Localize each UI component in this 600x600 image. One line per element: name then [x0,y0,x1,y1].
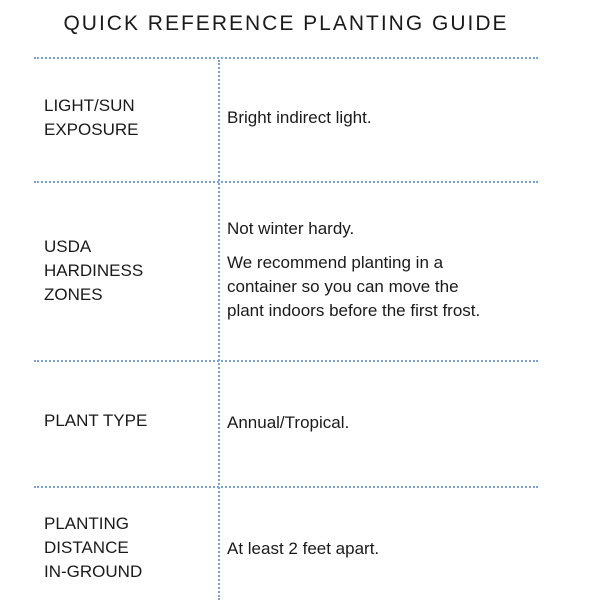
value-line: plant indoors before the first frost. [227,301,481,320]
label-light-sun-exposure [44,94,138,142]
value-text: At least 2 feet apart. [227,539,380,558]
value-usda-hardiness-zones [227,217,480,323]
label-line: ZONES [44,285,103,304]
row-divider [34,57,538,59]
value-light-sun-exposure [227,106,372,130]
value-text-paragraph [227,251,480,323]
row-divider [34,181,538,183]
value-text: Annual/Tropical. [227,413,350,432]
value-line: container so you can move the [227,277,459,296]
value-text: Bright indirect light. [227,108,372,127]
label-line: PLANTING [44,514,130,533]
label-line: EXPOSURE [44,120,139,139]
value-line: We recommend planting in a [227,253,444,272]
label-usda-hardiness-zones [44,235,143,307]
value-planting-distance [227,537,379,561]
column-divider [218,60,220,600]
label-line: IN-GROUND [44,562,143,581]
label-line: USDA [44,237,92,256]
label-line: DISTANCE [44,538,129,557]
label-line: LIGHT/SUN [44,96,135,115]
value-plant-type [227,411,349,435]
page-title: QUICK REFERENCE PLANTING GUIDE [63,12,509,35]
row-divider [34,360,538,362]
row-divider [34,486,538,488]
value-text: Not winter hardy. [227,219,355,238]
label-planting-distance [44,512,142,584]
label-line: PLANT TYPE [44,411,148,430]
label-plant-type [44,409,147,433]
label-line: HARDINESS [44,261,144,280]
